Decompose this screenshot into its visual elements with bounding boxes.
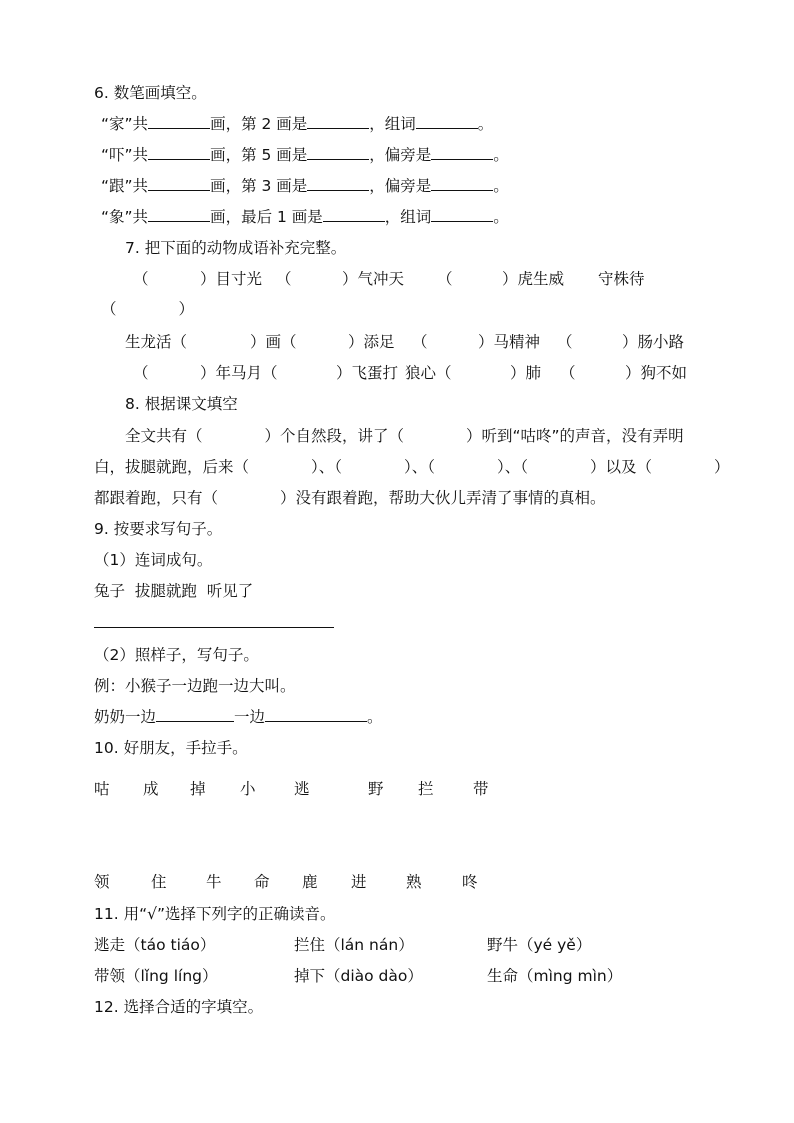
blank[interactable]	[307, 176, 369, 191]
q12-title: 12. 选择合适的字填空。	[94, 998, 264, 1016]
match-char[interactable]: 成	[143, 780, 159, 798]
pinyin-choice[interactable]: 野牛（yé yě）	[487, 936, 592, 954]
idiom-text: 守株待	[598, 270, 645, 288]
idiom-bracket: （	[133, 364, 149, 382]
q8-line-3: 都跟着跑，只有（ ）没有跟着跑，帮助大伙儿弄清了事情的真相。	[94, 489, 606, 507]
idiom-bracket: （	[412, 333, 428, 351]
q9-fill-line: 奶奶一边 一边 。	[94, 708, 383, 726]
idiom-text: ）飞蛋打	[336, 364, 399, 382]
idiom-text: ）肠小路	[622, 333, 685, 351]
blank[interactable]	[323, 207, 385, 222]
idiom-bracket: （	[560, 364, 576, 382]
match-char[interactable]: 住	[151, 873, 167, 891]
q6-title: 6. 数笔画填空。	[94, 84, 207, 102]
q8-line-1: 全文共有（ ）个自然段，讲了（ ）听到“咕咚”的声音，没有弄明	[125, 427, 684, 445]
idiom-bracket: （	[276, 270, 292, 288]
q11-row-1	[0, 935, 794, 955]
q7-row-3	[0, 363, 794, 383]
q10-title: 10. 好朋友，手拉手。	[94, 739, 248, 757]
idiom-text: ）年马月（	[200, 364, 278, 382]
match-char[interactable]: 咕	[94, 780, 110, 798]
pinyin-choice[interactable]: 带领（lǐng líng）	[94, 967, 218, 985]
blank[interactable]	[156, 707, 234, 722]
blank[interactable]	[431, 145, 493, 160]
pinyin-choice[interactable]: 生命（mìng mìn）	[487, 967, 623, 985]
idiom-text: ）目寸光	[200, 270, 263, 288]
match-char[interactable]: 命	[254, 873, 270, 891]
blank[interactable]	[307, 145, 369, 160]
blank[interactable]	[307, 114, 369, 129]
pinyin-choice[interactable]: 掉下（diào dào）	[294, 967, 423, 985]
q9-sub-2: （2）照样子，写句子。	[94, 646, 259, 664]
q11-title: 11. 用“√”选择下列字的正确读音。	[94, 905, 336, 923]
q7-title: 7. 把下面的动物成语补充完整。	[125, 239, 347, 257]
q9-words: 兔子 拔腿就跑 听见了	[94, 582, 254, 600]
blank[interactable]	[148, 207, 210, 222]
q9-sub-1: （1）连词成句。	[94, 551, 213, 569]
q10-row-1	[0, 779, 794, 799]
idiom-text: ）画（	[250, 333, 297, 351]
q8-line-2: 白，拔腿就跑，后来（ ）、（ ）、（ ）、（ ）以及（ ）	[94, 458, 730, 476]
match-char[interactable]: 掉	[190, 780, 206, 798]
idiom-text: ）虎生威	[502, 270, 565, 288]
blank[interactable]	[148, 145, 210, 160]
blank[interactable]	[265, 707, 367, 722]
q9-title: 9. 按要求写句子。	[94, 520, 223, 538]
blank[interactable]	[148, 114, 210, 129]
pinyin-choice[interactable]: 拦住（lán nán）	[294, 936, 414, 954]
q8-title: 8. 根据课文填空	[125, 395, 238, 413]
match-char[interactable]: 野	[368, 780, 384, 798]
idiom-text: ）添足	[348, 333, 395, 351]
idiom-text: 生龙活（	[125, 333, 188, 351]
match-char[interactable]: 熟	[406, 873, 422, 891]
q6-line-4: “象”共 画，最后 1 画是 ，组词 。	[101, 208, 509, 226]
blank[interactable]	[416, 114, 478, 129]
match-char[interactable]: 咚	[462, 873, 478, 891]
idiom-text: ）马精神	[478, 333, 541, 351]
blank[interactable]	[431, 207, 493, 222]
match-char[interactable]: 牛	[206, 873, 222, 891]
match-char[interactable]: 鹿	[302, 873, 318, 891]
blank[interactable]	[431, 176, 493, 191]
match-char[interactable]: 进	[351, 873, 367, 891]
q6-line-2: “吓”共 画，第 5 画是 ，偏旁是 。	[101, 146, 509, 164]
match-char[interactable]: 带	[473, 780, 489, 798]
q6-line-1: “家”共 画，第 2 画是 ，组词 。	[101, 115, 494, 133]
match-char[interactable]: 逃	[294, 780, 310, 798]
idiom-bracket: （	[557, 333, 573, 351]
idiom-text: ）肺	[510, 364, 542, 382]
q7-row-2	[0, 332, 794, 352]
pinyin-choice[interactable]: 逃走（táo tiáo）	[94, 936, 216, 954]
match-char[interactable]: 拦	[418, 780, 434, 798]
answer-line[interactable]	[94, 627, 334, 628]
idiom-bracket: （	[133, 270, 149, 288]
idiom-text: 狼心（	[405, 364, 452, 382]
blank[interactable]	[148, 176, 210, 191]
idiom-bracket: （	[437, 270, 453, 288]
q10-row-2	[0, 872, 794, 892]
match-char[interactable]: 领	[94, 873, 110, 891]
q6-line-3: “跟”共 画，第 3 画是 ，偏旁是 。	[101, 177, 509, 195]
match-char[interactable]: 小	[240, 780, 256, 798]
q7-row-1b: （ ）	[101, 300, 195, 318]
q7-row-1	[0, 269, 794, 289]
idiom-text: ）狗不如	[625, 364, 688, 382]
q11-row-2	[0, 966, 794, 986]
idiom-text: ）气冲天	[342, 270, 405, 288]
q9-example: 例：小猴子一边跑一边大叫。	[94, 677, 296, 695]
